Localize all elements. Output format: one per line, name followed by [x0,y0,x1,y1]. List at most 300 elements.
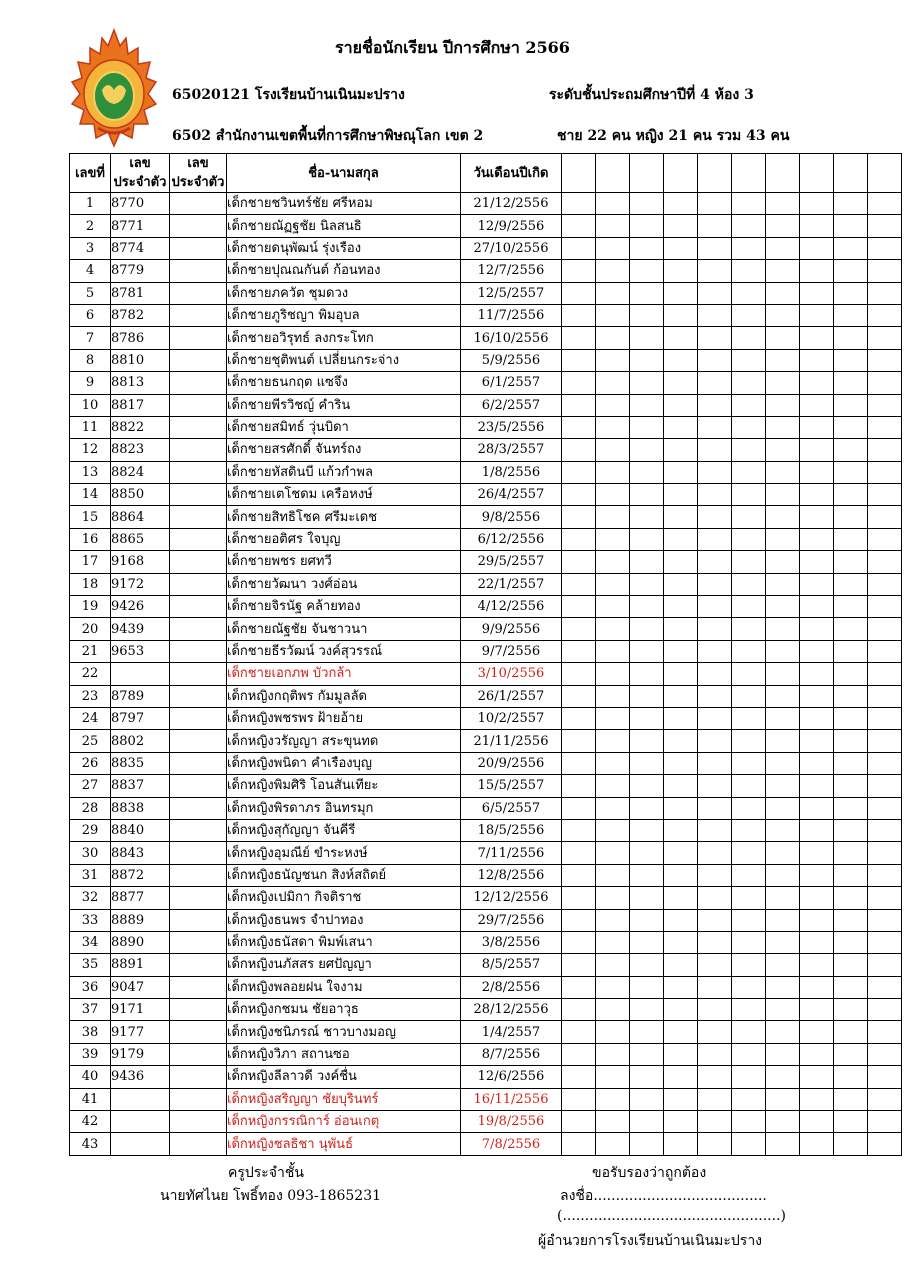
blank-cell [800,1133,834,1155]
blank-cell [868,752,902,774]
student-id [111,663,170,685]
blank-cell [800,1043,834,1065]
blank-cell [800,1066,834,1088]
blank-cell [664,461,698,483]
table-row [70,394,902,416]
blank-cell [800,887,834,909]
blank-cell [562,707,596,729]
student-id-2 [170,752,227,774]
blank-cell [732,416,766,438]
blank-cell [596,215,630,237]
blank-cell [664,237,698,259]
blank-cell [732,1111,766,1133]
obec-emblem-icon [68,28,160,150]
blank-cell [732,707,766,729]
blank-cell [630,461,664,483]
blank-cell [800,976,834,998]
student-id: 8779 [111,260,170,282]
blank-cell [664,707,698,729]
row-number: 8 [70,349,111,371]
blank-cell [868,954,902,976]
blank-cell [800,596,834,618]
blank-cell [664,730,698,752]
blank-cell [630,976,664,998]
blank-cell [664,685,698,707]
blank-cell [834,685,868,707]
blank-cell [732,685,766,707]
blank-cell [596,752,630,774]
header-blank [834,154,868,193]
blank-cell [698,439,732,461]
row-number: 12 [70,439,111,461]
blank-cell [596,260,630,282]
blank-cell [596,640,630,662]
blank-cell [766,1111,800,1133]
student-id-2 [170,260,227,282]
blank-cell [766,1088,800,1110]
row-number: 10 [70,394,111,416]
blank-cell [664,931,698,953]
blank-cell [630,1066,664,1088]
blank-cell [562,1111,596,1133]
blank-cell [732,394,766,416]
blank-cell [766,416,800,438]
student-name: เด็กชายปุณณกันต์ ก้อนทอง [227,260,461,282]
blank-cell [630,372,664,394]
blank-cell [834,1066,868,1088]
blank-cell [664,954,698,976]
blank-cell [630,439,664,461]
blank-cell [698,842,732,864]
blank-cell [800,416,834,438]
student-name: เด็กชายเตโชดม เครือหงษ์ [227,484,461,506]
row-number: 28 [70,797,111,819]
row-number: 25 [70,730,111,752]
blank-cell [698,954,732,976]
blank-cell [766,842,800,864]
student-id-2 [170,1133,227,1155]
birth-date: 20/9/2556 [461,752,562,774]
blank-cell [664,999,698,1021]
blank-cell [664,484,698,506]
student-id: 8838 [111,797,170,819]
blank-cell [732,752,766,774]
blank-cell [698,1111,732,1133]
student-count-summary: ชาย 22 คน หญิง 21 คน รวม 43 คน [557,128,790,144]
blank-cell [834,707,868,729]
birth-date: 12/7/2556 [461,260,562,282]
blank-cell [698,707,732,729]
row-number: 11 [70,416,111,438]
blank-cell [834,618,868,640]
row-number: 26 [70,752,111,774]
blank-cell [800,528,834,550]
student-name: เด็กหญิงพชรพร ฝ้ายอ้าย [227,707,461,729]
student-name: เด็กชายวัฒนา วงศ์อ่อน [227,573,461,595]
student-name: เด็กชายณัฏฐชัย นิลสนธิ [227,215,461,237]
student-name: เด็กหญิงธนพร จำปาทอง [227,909,461,931]
row-number: 36 [70,976,111,998]
student-id-2 [170,954,227,976]
student-id: 8823 [111,439,170,461]
table-row [70,864,902,886]
blank-cell [732,372,766,394]
blank-cell [664,797,698,819]
blank-cell [800,260,834,282]
student-id-2 [170,573,227,595]
birth-date: 22/1/2557 [461,573,562,595]
student-id: 8837 [111,775,170,797]
header-blank [868,154,902,193]
blank-cell [664,327,698,349]
blank-cell [630,304,664,326]
blank-cell [834,1043,868,1065]
student-id: 9179 [111,1043,170,1065]
blank-cell [868,842,902,864]
birth-date: 10/2/2557 [461,707,562,729]
blank-cell [630,327,664,349]
blank-cell [562,775,596,797]
blank-cell [868,193,902,215]
table-row [70,282,902,304]
birth-date: 7/8/2556 [461,1133,562,1155]
blank-cell [766,797,800,819]
blank-cell [800,909,834,931]
blank-cell [698,372,732,394]
blank-cell [630,640,664,662]
blank-cell [664,864,698,886]
blank-cell [630,237,664,259]
student-name: เด็กชายพชร ยศทวี [227,551,461,573]
blank-cell [664,349,698,371]
blank-cell [596,551,630,573]
blank-cell [800,842,834,864]
blank-cell [596,193,630,215]
blank-cell [562,1066,596,1088]
header-blank [596,154,630,193]
blank-cell [562,909,596,931]
student-id-2 [170,707,227,729]
blank-cell [630,193,664,215]
blank-cell [698,663,732,685]
class-level: ระดับชั้นประถมศึกษาปีที่ 4 ห้อง 3 [549,87,754,103]
blank-cell [766,1133,800,1155]
blank-cell [562,282,596,304]
blank-cell [766,304,800,326]
blank-cell [596,506,630,528]
blank-cell [766,193,800,215]
blank-cell [562,954,596,976]
birth-date: 12/12/2556 [461,887,562,909]
blank-cell [562,349,596,371]
blank-cell [562,372,596,394]
student-id-2 [170,864,227,886]
blank-cell [562,237,596,259]
blank-cell [834,663,868,685]
blank-cell [630,1088,664,1110]
blank-cell [766,864,800,886]
row-number: 15 [70,506,111,528]
blank-cell [630,551,664,573]
blank-cell [834,864,868,886]
blank-cell [630,707,664,729]
student-id-2 [170,372,227,394]
blank-cell [834,215,868,237]
signature-line: ลงชื่อ....................................... [560,1188,767,1204]
student-name: เด็กหญิงกชมน ชัยอาวุธ [227,999,461,1021]
student-name: เด็กชายธนกฤต แซจึง [227,372,461,394]
table-row [70,999,902,1021]
blank-cell [766,887,800,909]
blank-cell [698,596,732,618]
blank-cell [800,931,834,953]
row-number: 13 [70,461,111,483]
blank-cell [766,819,800,841]
blank-cell [834,797,868,819]
blank-cell [562,1088,596,1110]
student-id-2 [170,215,227,237]
blank-cell [664,663,698,685]
blank-cell [630,1111,664,1133]
blank-cell [664,1066,698,1088]
blank-cell [630,887,664,909]
blank-cell [868,663,902,685]
blank-cell [562,416,596,438]
blank-cell [868,1088,902,1110]
student-id-2 [170,484,227,506]
blank-cell [732,819,766,841]
blank-cell [834,1111,868,1133]
birth-date: 8/7/2556 [461,1043,562,1065]
blank-cell [732,573,766,595]
blank-cell [630,1133,664,1155]
blank-cell [834,909,868,931]
row-number: 17 [70,551,111,573]
header-blank [664,154,698,193]
blank-cell [664,1133,698,1155]
table-row [70,327,902,349]
header-blank [630,154,664,193]
blank-cell [868,260,902,282]
blank-cell [868,931,902,953]
blank-cell [834,327,868,349]
table-row [70,528,902,550]
student-id-2 [170,394,227,416]
blank-cell [698,909,732,931]
student-id-2 [170,596,227,618]
blank-cell [664,573,698,595]
row-number: 23 [70,685,111,707]
row-number: 7 [70,327,111,349]
blank-cell [800,304,834,326]
blank-cell [630,842,664,864]
student-name: เด็กหญิงชนิภรณ์ ชาวบางมอญ [227,1021,461,1043]
student-id-2 [170,685,227,707]
student-id-2 [170,730,227,752]
birth-date: 12/6/2556 [461,1066,562,1088]
blank-cell [732,1021,766,1043]
blank-cell [698,1133,732,1155]
blank-cell [766,237,800,259]
blank-cell [562,215,596,237]
blank-cell [698,752,732,774]
student-id: 8797 [111,707,170,729]
blank-cell [868,1066,902,1088]
blank-cell [834,596,868,618]
blank-cell [596,618,630,640]
blank-cell [596,954,630,976]
student-name: เด็กชายภควัต ชุมดวง [227,282,461,304]
blank-cell [800,819,834,841]
blank-cell [596,1133,630,1155]
blank-cell [800,573,834,595]
blank-cell [562,685,596,707]
birth-date: 6/1/2557 [461,372,562,394]
student-id-2 [170,999,227,1021]
student-id-2 [170,1066,227,1088]
student-id: 8786 [111,327,170,349]
blank-cell [732,1043,766,1065]
blank-cell [834,484,868,506]
blank-cell [800,1021,834,1043]
student-id: 8822 [111,416,170,438]
row-number: 34 [70,931,111,953]
table-row [70,260,902,282]
blank-cell [664,551,698,573]
student-id-2 [170,193,227,215]
blank-cell [732,954,766,976]
blank-cell [868,282,902,304]
birth-date: 28/12/2556 [461,999,562,1021]
blank-cell [596,1066,630,1088]
table-row [70,439,902,461]
row-number: 24 [70,707,111,729]
row-number: 1 [70,193,111,215]
table-row [70,819,902,841]
blank-cell [596,663,630,685]
row-number: 38 [70,1021,111,1043]
blank-cell [800,282,834,304]
table-row [70,797,902,819]
student-name: เด็กชายสมิทธ์ วุ่นบิดา [227,416,461,438]
student-id-2 [170,640,227,662]
blank-cell [766,596,800,618]
student-id: 8817 [111,394,170,416]
blank-cell [698,484,732,506]
table-row [70,976,902,998]
blank-cell [834,439,868,461]
blank-cell [732,461,766,483]
blank-cell [630,797,664,819]
blank-cell [766,282,800,304]
blank-cell [596,685,630,707]
student-id: 9171 [111,999,170,1021]
blank-cell [766,618,800,640]
blank-cell [630,416,664,438]
table-row [70,349,902,371]
blank-cell [732,618,766,640]
blank-cell [596,573,630,595]
blank-cell [868,394,902,416]
blank-cell [596,1021,630,1043]
blank-cell [630,954,664,976]
student-name: เด็กหญิงอุมณีย์ ขำระหงษ์ [227,842,461,864]
blank-cell [766,976,800,998]
student-id-2 [170,282,227,304]
blank-cell [562,797,596,819]
student-id: 8782 [111,304,170,326]
table-row [70,372,902,394]
blank-cell [834,775,868,797]
student-id: 9439 [111,618,170,640]
birth-date: 21/12/2556 [461,193,562,215]
blank-cell [664,1021,698,1043]
blank-cell [562,864,596,886]
blank-cell [630,484,664,506]
blank-cell [596,1088,630,1110]
blank-cell [766,730,800,752]
birth-date: 9/7/2556 [461,640,562,662]
blank-cell [834,730,868,752]
blank-cell [868,775,902,797]
blank-cell [596,797,630,819]
birth-date: 12/8/2556 [461,864,562,886]
blank-cell [596,484,630,506]
student-id: 8781 [111,282,170,304]
blank-cell [630,819,664,841]
student-id-2 [170,237,227,259]
student-id: 8877 [111,887,170,909]
blank-cell [664,976,698,998]
blank-cell [596,461,630,483]
document-title: รายชื่อนักเรียน ปีการศึกษา 2566 [335,38,570,57]
blank-cell [868,215,902,237]
student-name: เด็กหญิงวรัญญา สระขุนทด [227,730,461,752]
blank-cell [664,260,698,282]
row-number: 37 [70,999,111,1021]
blank-cell [732,1088,766,1110]
blank-cell [800,1088,834,1110]
blank-cell [698,416,732,438]
student-id: 9047 [111,976,170,998]
table-row [70,484,902,506]
student-name: เด็กชายณัฐชัย จันชาวนา [227,618,461,640]
blank-cell [800,551,834,573]
blank-cell [766,640,800,662]
blank-cell [732,439,766,461]
blank-cell [732,551,766,573]
blank-cell [630,685,664,707]
blank-cell [698,640,732,662]
student-id: 8843 [111,842,170,864]
blank-cell [630,752,664,774]
student-name: เด็กชายสิทธิโชค ศรีมะเดช [227,506,461,528]
blank-cell [596,596,630,618]
blank-cell [664,640,698,662]
student-name: เด็กหญิงธนัญชนก สิงห์สถิตย์ [227,864,461,886]
student-name: เด็กหญิงชลธิชา นุพันธ์ [227,1133,461,1155]
blank-cell [698,215,732,237]
blank-cell [834,640,868,662]
blank-cell [562,193,596,215]
blank-cell [766,1043,800,1065]
blank-cell [800,484,834,506]
blank-cell [868,1021,902,1043]
student-name: เด็กหญิงลีลาวดี วงค์ชื่น [227,1066,461,1088]
row-number: 41 [70,1088,111,1110]
blank-cell [766,999,800,1021]
blank-cell [562,573,596,595]
